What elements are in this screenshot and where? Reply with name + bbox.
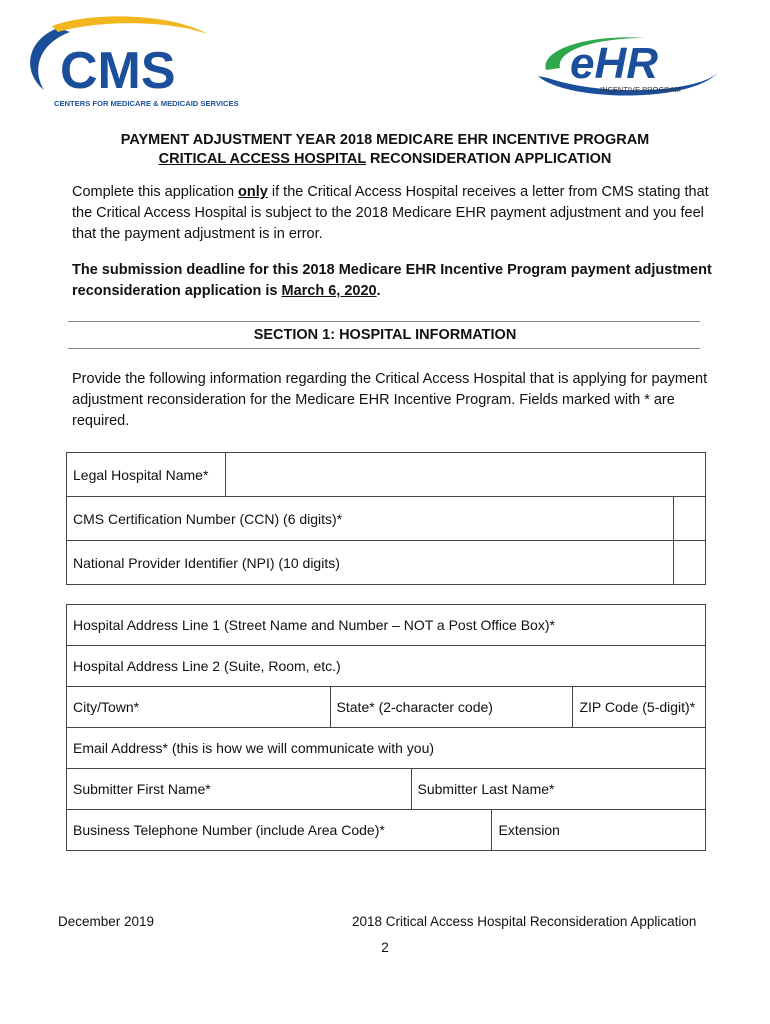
address1-field[interactable]: Hospital Address Line 1 (Street Name and Number – NOT a Post Office Box)* (67, 605, 706, 646)
ccn-label: CMS Certification Number (CCN) (6 digits)* (67, 497, 674, 541)
city-field[interactable]: City/Town* (67, 687, 331, 728)
page-number: 2 (381, 940, 389, 955)
page-title-line2 (0, 150, 770, 169)
cms-logo (18, 14, 239, 110)
deadline-paragraph (72, 260, 712, 302)
table-row (67, 728, 706, 769)
deadline-text: The submission deadline for this 2018 Medicare EHR Incentive Program payment adjustment reconsideration application is (72, 262, 712, 299)
table-row (67, 687, 706, 728)
ehr-logo-subtext: INCENTIVE PROGRAM (600, 85, 681, 94)
phone-field[interactable]: Business Telephone Number (include Area Code)* (67, 810, 492, 851)
cms-logo-text: CMS (60, 42, 176, 100)
table-row (67, 769, 706, 810)
section-divider-bottom (68, 348, 700, 349)
ehr-logo-text: eHR (570, 39, 659, 88)
table-row (67, 810, 706, 851)
deadline-end: . (376, 283, 381, 299)
table-row (67, 497, 706, 541)
first-name-field[interactable]: Submitter First Name* (67, 769, 412, 810)
table-row (67, 646, 706, 687)
deadline-date: March 6, 2020 (281, 283, 377, 299)
page-title-line1: PAYMENT ADJUSTMENT YEAR 2018 MEDICARE EHR INCENTIVE PROGRAM (120, 132, 650, 148)
footer-date: December 2019 (58, 914, 155, 929)
footer-doc-title: 2018 Critical Access Hospital Reconsideration Application (352, 914, 697, 929)
intro-text-1: Complete this application (72, 184, 239, 200)
last-name-field[interactable]: Submitter Last Name* (411, 769, 705, 810)
hospital-id-table (66, 452, 706, 585)
cms-logo-subtext: CENTERS FOR MEDICARE & MEDICAID SERVICES (54, 99, 239, 108)
hospital-address-table (66, 604, 706, 851)
legal-name-label: Legal Hospital Name* (67, 453, 226, 497)
legal-name-field[interactable] (226, 453, 706, 497)
state-field[interactable]: State* (2-character code) (330, 687, 573, 728)
section-title: SECTION 1: HOSPITAL INFORMATION (253, 327, 517, 343)
ehr-logo (526, 32, 722, 104)
table-row (67, 453, 706, 497)
address2-field[interactable]: Hospital Address Line 2 (Suite, Room, etc.) (67, 646, 706, 687)
title-rest: RECONSIDERATION APPLICATION (365, 151, 612, 167)
npi-label: National Provider Identifier (NPI) (10 digits) (67, 541, 674, 585)
npi-field[interactable] (674, 541, 706, 585)
extension-field[interactable]: Extension (492, 810, 706, 851)
title-emphasis: CRITICAL ACCESS HOSPITAL (158, 151, 366, 167)
table-row (67, 541, 706, 585)
intro-paragraph (72, 182, 712, 245)
ccn-field[interactable] (674, 497, 706, 541)
intro-emphasis: only (238, 184, 268, 200)
email-field[interactable]: Email Address* (this is how we will communicate with you) (67, 728, 706, 769)
table-row (67, 605, 706, 646)
intro-text-2: if the Critical Access Hospital receives a letter from CMS stating that the Critical Access Hospital is subject to the 2018 Medicare EHR payment adjustment and you feel that the payment adjustment is in error. (72, 184, 709, 242)
zip-field[interactable]: ZIP Code (5-digit)* (573, 687, 706, 728)
section-divider-top (68, 321, 700, 322)
section-instructions: Provide the following information regarding the Critical Access Hospital that is applying for payment adjustment reconsideration for the Medicare EHR Incentive Program. Fields marked with * are required. (72, 371, 708, 429)
